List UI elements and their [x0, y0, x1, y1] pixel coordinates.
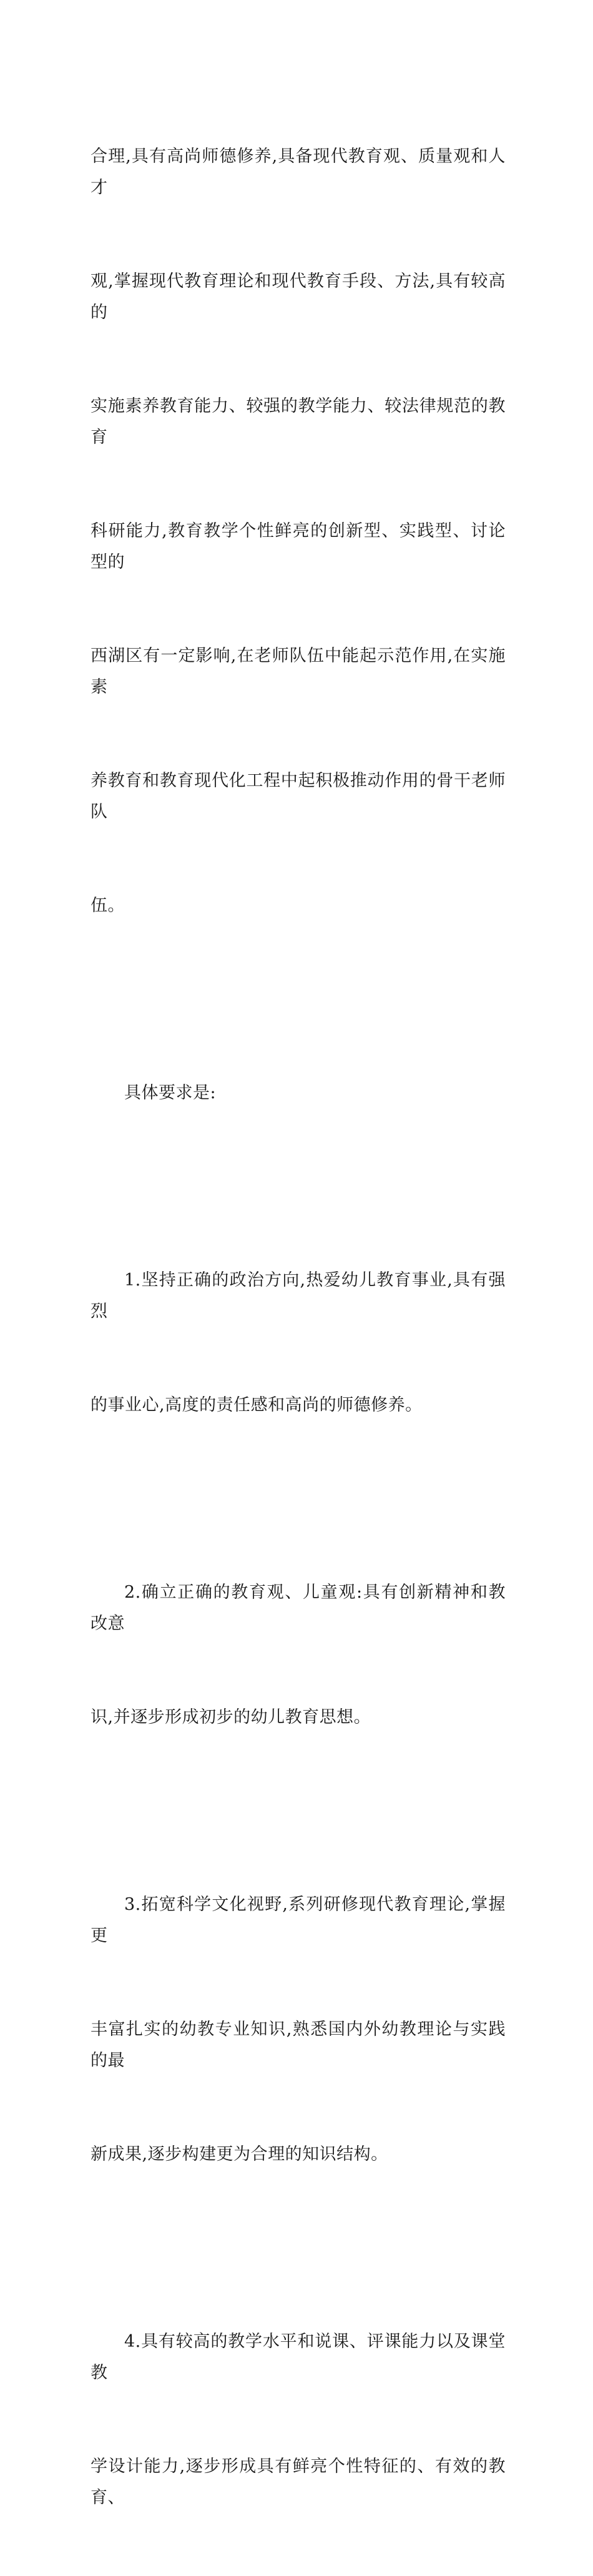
paragraph-item-2: [91, 1515, 506, 1796]
text-line: 具体要求是:: [124, 1083, 217, 1103]
text-line: 3.拓宽科学文化视野,系列研修现代教育理论,掌握更: [91, 1895, 506, 1945]
paragraph-spacer: [91, 1483, 506, 1515]
text-line: 实施素养教育能力、较强的教学能力、较法律规范的教育: [91, 396, 506, 447]
paragraph-spacer: [91, 1171, 506, 1202]
text-line: 1.坚持正确的政治方向,热爱幼儿教育事业,具有强烈: [91, 1271, 506, 1321]
paragraph-item-4: [91, 2264, 506, 2576]
text-line: 新成果,逐步构建更为合理的知识结构。: [91, 2145, 388, 2164]
text-line: 4.具有较高的教学水平和说课、评课能力以及课堂教: [91, 2332, 506, 2382]
paragraph-item-1: [91, 1202, 506, 1483]
document-body: [91, 79, 506, 2576]
paragraph-spacer: [91, 984, 506, 1015]
text-line: 西湖区有一定影响,在老师队伍中能起示范作用,在实施素: [91, 646, 506, 697]
paragraph-spacer: [91, 2233, 506, 2264]
paragraph-spacer: [91, 1796, 506, 1827]
paragraph-item-3: [91, 1827, 506, 2233]
text-line: 丰富扎实的幼教专业知识,熟悉国内外幼教理论与实践的最: [91, 2020, 506, 2070]
paragraph-intro: [91, 79, 506, 984]
text-line: 合理,具有高尚师德修养,具备现代教育观、质量观和人才: [91, 147, 506, 197]
paragraph-requirements-heading: [91, 1015, 506, 1171]
text-line: 识,并逐步形成初步的幼儿教育思想。: [91, 1708, 371, 1727]
text-line: 的事业心,高度的责任感和高尚的师德修养。: [91, 1395, 423, 1415]
text-line: 科研能力,教育教学个性鲜亮的创新型、实践型、讨论型的: [91, 521, 506, 572]
text-line: 养教育和教育现代化工程中起积极推动作用的骨干老师队: [91, 771, 506, 822]
text-line: 伍。: [91, 896, 125, 915]
text-line: 观,掌握现代教育理论和现代教育手段、方法,具有较高的: [91, 272, 506, 322]
text-line: 2.确立正确的教育观、儿童观:具有创新精神和教改意: [91, 1583, 506, 1633]
text-line: 学设计能力,逐步形成具有鲜亮个性特征的、有效的教育、: [91, 2457, 506, 2507]
